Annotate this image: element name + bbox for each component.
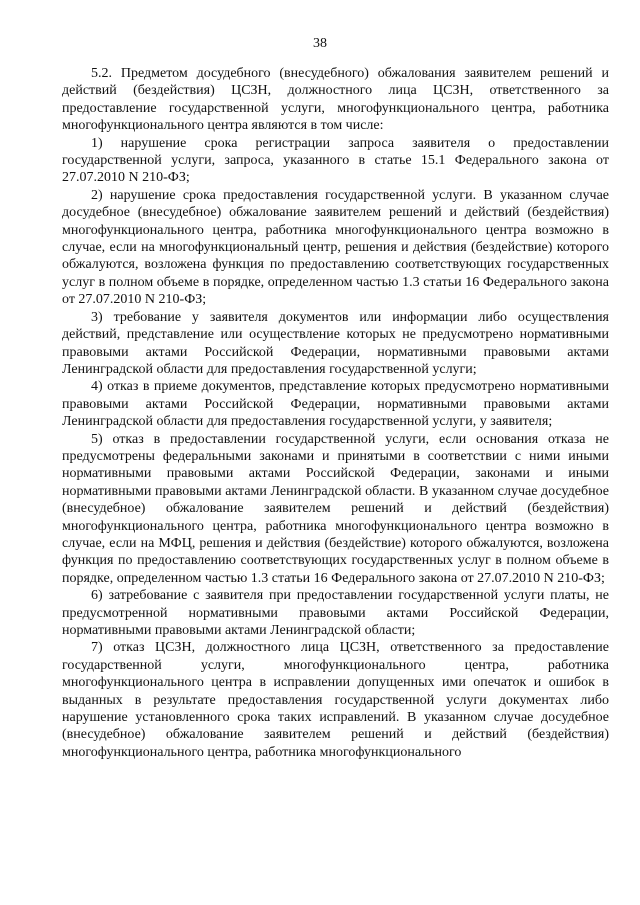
document-body [62, 65, 609, 761]
paragraph-item-4: 4) отказ в приеме документов, представление которых предусмотрено нормативными правовыми актами Российской Федерации, нормативными правовыми актами Ленинградской области для предоставления государственной услуги, у заявителя; [62, 379, 609, 430]
paragraph-item-2: 2) нарушение срока предоставления государственной услуги. В указанном случае досудебное (внесудебное) обжалование заявителем решений и действий (бездействия) многофункционального центра, работника многофункционального центра возможно в случае, если на многофункциональный центр, решения и действия (бездействие) которого обжалуются, возложена функция по предоставлению соответствующих государственных услуг в полном объеме в порядке, определенном частью 1.3 статьи 16 Федерального закона от 27.07.2010 N 210-ФЗ; [62, 187, 609, 308]
paragraph-item-6: 6) затребование с заявителя при предоставлении государственной услуги платы, не предусмотренной нормативными правовыми актами Российской Федерации, нормативными правовыми актами Ленинградской области; [62, 588, 609, 638]
page-number: 38 [313, 36, 327, 51]
paragraph-item-3: 3) требование у заявителя документов или информации либо осуществления действий, представление или осуществление которых не предусмотрено нормативными правовыми актами Российской Федерации, нормативными правовыми актами Ленинградской области для предоставления государственной услуги; [62, 309, 609, 377]
paragraph-5-2: 5.2. Предметом досудебного (внесудебного) обжалования заявителем решений и действий (бездействия) ЦСЗН, должностного лица ЦСЗН, ответственного за предоставление государственной услуги, многофункционального центра, работника многофункционального центра являются в том числе: [62, 66, 609, 134]
paragraph-item-7: 7) отказ ЦСЗН, должностного лица ЦСЗН, ответственного за предоставление государственной услуги, многофункционального центра, работника многофункционального центра в исправлении допущенных ими опечаток и ошибок в выданных в результате предоставления государственной услуги документах либо нарушение установленного срока таких исправлений. В указанном случае досудебное (внесудебное) обжалование заявителем решений и действий (бездействия) многофункционального центра, работника многофункционального [62, 640, 609, 760]
paragraph-item-1: 1) нарушение срока регистрации запроса заявителя о предоставлении государственной услуги, запроса, указанного в статье 15.1 Федерального закона от 27.07.2010 N 210-ФЗ; [62, 135, 609, 186]
paragraph-item-5: 5) отказ в предоставлении государственной услуги, если основания отказа не предусмотрены федеральными законами и принятыми в соответствии с ними иными нормативными правовыми актами Российской Федерации, законами и иными нормативными правовыми актами Ленинградской области. В указанном случае досудебное (внесудебное) обжалование заявителем решений и действий (бездействия) многофункционального центра, работника многофункционального центра возможно в случае, если на МФЦ, решения и действия (бездействие) которого обжалуются, возложена функция по предоставлению соответствующих государственных услуг в полном объеме в порядке, определенном частью 1.3 статьи 16 Федерального закона от 27.07.2010 N 210-ФЗ; [62, 431, 609, 586]
